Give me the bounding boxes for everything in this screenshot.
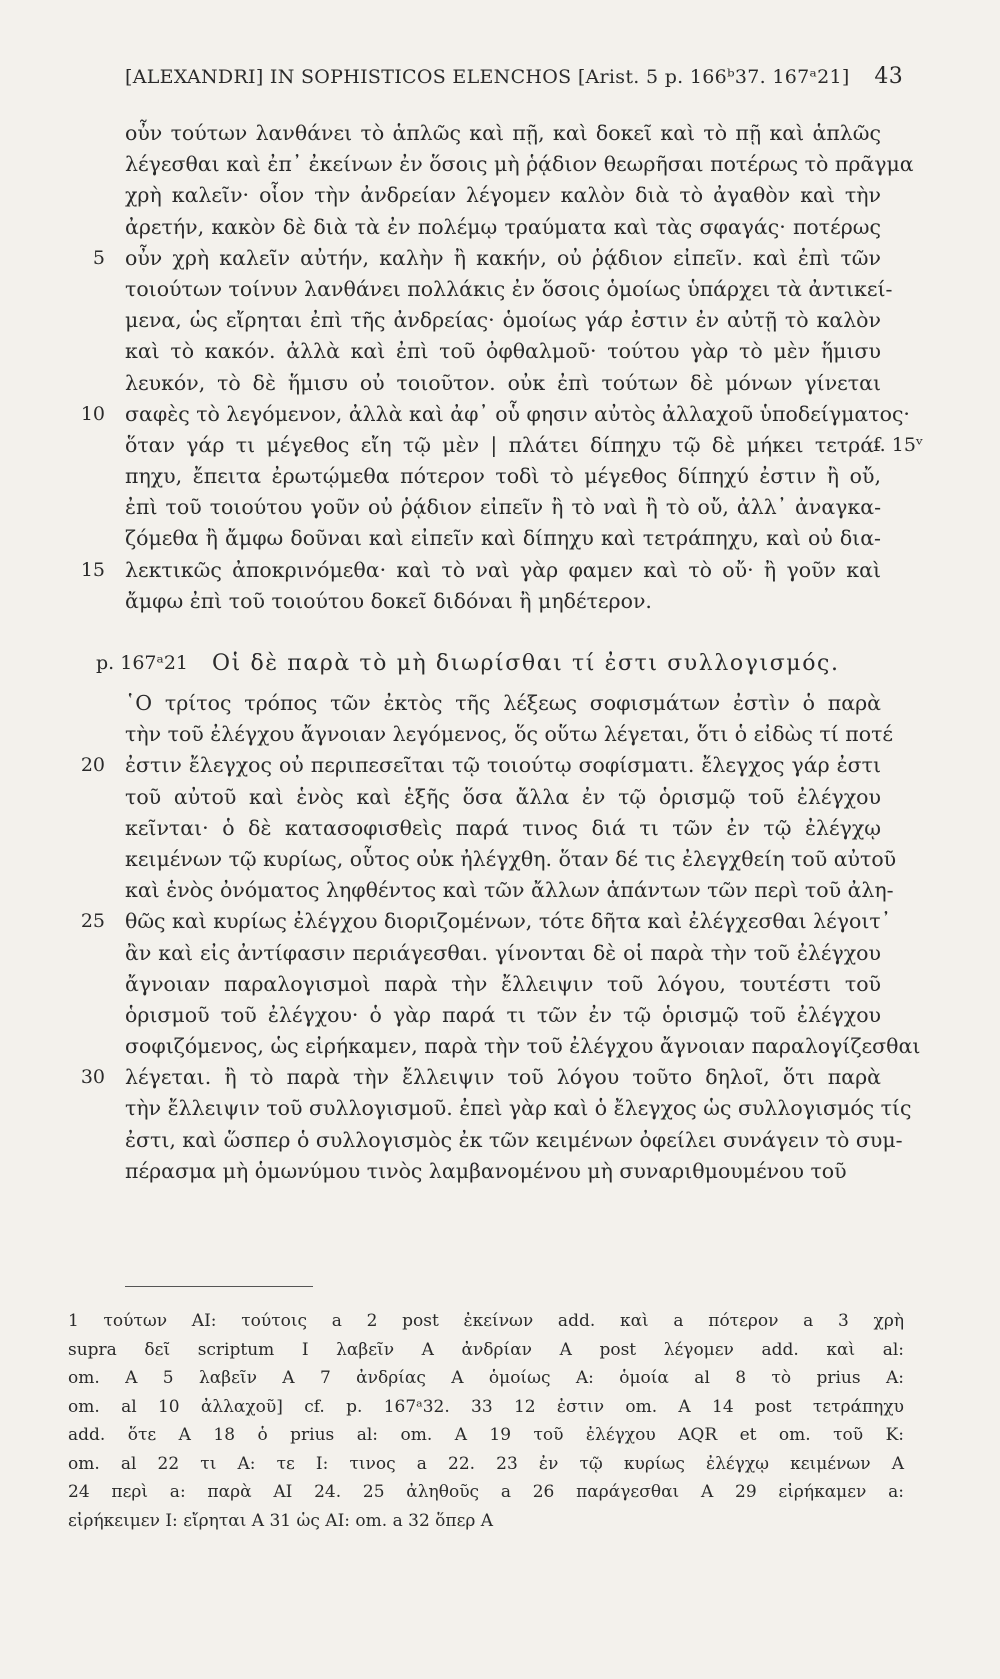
line-text: οὖν τούτων λανθάνει τὸ ἁπλῶς καὶ πῇ, καὶ δοκεῖ καὶ τὸ πῇ καὶ ἁπλῶς bbox=[125, 121, 881, 145]
apparatus-line: om. A 5 λαβεῖν A 7 ἀνδρίας A ὁμοίως A: ὁμοία al 8 τὸ prius A: bbox=[68, 1368, 904, 1388]
lemma-reference: p. 167ᵃ21 bbox=[96, 652, 189, 674]
line-text: χρὴ καλεῖν· οἷον τὴν ἀνδρείαν λέγομεν καλὸν διὰ τὸ ἀγαθὸν καὶ τὴν bbox=[125, 183, 881, 208]
text-line bbox=[125, 1156, 881, 1187]
line-text: οὖν χρὴ καλεῖν αὐτήν, καλὴν ἢ κακήν, οὐ ῥᾴδιον εἰπεῖν. καὶ ἐπὶ τῶν bbox=[125, 245, 881, 270]
text-line bbox=[80, 555, 881, 586]
text-line bbox=[125, 430, 923, 461]
apparatus-line: add. ὅτε A 18 ὁ prius al: om. A 19 τοῦ ἐλέγχου AQR et om. τοῦ K: bbox=[68, 1425, 904, 1445]
line-text: ὅταν γάρ τι μέγεθος εἴη τῷ μὲν | πλάτει δίπηχυ τῷ δὲ μήκει τετρά- bbox=[125, 432, 881, 457]
text-line bbox=[125, 523, 881, 554]
text-line bbox=[125, 1000, 881, 1031]
lemma bbox=[96, 648, 881, 688]
text-line bbox=[80, 399, 910, 430]
text-line bbox=[125, 1031, 921, 1062]
text-line bbox=[125, 492, 881, 523]
line-text: σαφὲς τὸ λεγόμενον, ἀλλὰ καὶ ἀφ᾿ οὗ φησιν αὐτὸς ἀλλαχοῦ ὑποδείγματος· bbox=[125, 401, 910, 426]
page-number: 43 bbox=[874, 64, 903, 89]
text-line bbox=[125, 586, 881, 617]
line-number: 30 bbox=[80, 1066, 105, 1089]
line-text: καὶ ἑνὸς ὀνόματος ληφθέντος καὶ τῶν ἄλλων ἁπάντων τῶν περὶ τοῦ ἀλη- bbox=[125, 878, 894, 903]
line-text: τὴν ἔλλειψιν τοῦ συλλογισμοῦ. ἐπεὶ γὰρ καὶ ὁ ἔλεγχος ὡς συλλογισμός τίς bbox=[125, 1096, 912, 1121]
text-block-2 bbox=[80, 688, 921, 1187]
line-text: κειμένων τῷ κυρίως, οὗτος οὐκ ἠλέγχθη. ὅταν δέ τις ἐλεγχθείη τοῦ αὐτοῦ bbox=[125, 846, 897, 871]
line-text: τοῦ αὐτοῦ καὶ ἑνὸς καὶ ἑξῆς ὅσα ἄλλα ἐν τῷ ὁρισμῷ τοῦ ἐλέγχου bbox=[125, 784, 881, 809]
line-text: σοφιζόμενος, ὡς εἰρήκαμεν, παρὰ τὴν τοῦ ἐλέγχου ἄγνοιαν παραλογίζεσθαι bbox=[125, 1034, 921, 1059]
text-line bbox=[80, 750, 881, 781]
text-line bbox=[125, 813, 881, 844]
text-line bbox=[125, 938, 881, 969]
text-line bbox=[125, 969, 881, 1000]
line-text: ἐπὶ τοῦ τοιούτου γοῦν οὐ ῥᾴδιον εἰπεῖν ἢ τὸ ναὶ ἢ τὸ οὔ, ἀλλ᾿ ἀναγκα- bbox=[125, 495, 881, 520]
line-text: θῶς καὶ κυρίως ἐλέγχου διοριζομένων, τότε δῆτα καὶ ἐλέγχεσθαι λέγοιτ᾿ bbox=[125, 909, 892, 934]
text-line bbox=[125, 688, 881, 719]
line-text: ἂν καὶ εἰς ἀντίφασιν περιάγεσθαι. γίνονται δὲ οἱ παρὰ τὴν τοῦ ἐλέγχου bbox=[125, 940, 881, 965]
line-text: λευκόν, τὸ δὲ ἥμισυ οὐ τοιοῦτον. οὐκ ἐπὶ τούτων δὲ μόνων γίνεται bbox=[125, 370, 881, 395]
line-text: ἐστι, καὶ ὥσπερ ὁ συλλογισμὸς ἐκ τῶν κειμένων ὀφείλει συνάγειν τὸ συμ- bbox=[125, 1127, 903, 1152]
line-text: λεκτικῶς ἀποκρινόμεθα· καὶ τὸ ναὶ γὰρ φαμεν καὶ τὸ οὔ· ἢ γοῦν καὶ bbox=[125, 557, 881, 582]
line-number: 5 bbox=[92, 246, 105, 269]
apparatus-line: 1 τούτων AI: τούτοις a 2 post ἐκείνων add. καὶ a πότερον a 3 χρὴ bbox=[68, 1311, 904, 1331]
apparatus-line: supra δεῖ scriptum I λαβεῖν A ἀνδρίαν A post λέγομεν add. καὶ al: bbox=[68, 1339, 904, 1360]
footnote-rule bbox=[125, 1286, 313, 1287]
line-text: λέγεσθαι καὶ ἐπ᾿ ἐκείνων ἐν ὅσοις μὴ ῥᾴδιον θεωρῆσαι ποτέρως τὸ πρᾶγμα bbox=[125, 152, 914, 177]
line-text: πηχυ, ἔπειτα ἐρωτῴμεθα πότερον τοδὶ τὸ μέγεθος δίπηχύ ἐστιν ἢ οὔ, bbox=[125, 464, 881, 489]
apparatus-line: 24 περὶ a: παρὰ AI 24. 25 ἀληθοῦς a 26 παράγεσθαι A 29 εἰρήκαμεν a: bbox=[68, 1482, 904, 1502]
main-text bbox=[80, 118, 923, 1187]
text-line bbox=[125, 1125, 903, 1156]
running-title: [ALEXANDRI] IN SOPHISTICOS ELENCHOS [Arist. 5 p. 166ᵇ37. 167ᵃ21] bbox=[125, 66, 850, 88]
text-line bbox=[80, 1062, 881, 1093]
lemma-text: Οἱ δὲ παρὰ τὸ μὴ διωρίσθαι τί ἐστι συλλογισμός. bbox=[212, 651, 840, 676]
line-text: λέγεται. ἢ τὸ παρὰ τὴν ἔλλειψιν τοῦ λόγου τοῦτο δηλοῖ, ὅτι παρὰ bbox=[125, 1065, 881, 1090]
line-text: τοιούτων τοίνυν λανθάνει πολλάκις ἐν ὅσοις ὁμοίως ὑπάρχει τὰ ἀντικεί- bbox=[125, 276, 893, 301]
text-line bbox=[125, 212, 881, 243]
text-line bbox=[125, 461, 881, 492]
text-line bbox=[125, 1093, 912, 1124]
apparatus-line: om. al 10 ἀλλαχοῦ] cf. p. 167ᵃ32. 33 12 ἐστιν om. A 14 post τετράπηχυ bbox=[68, 1396, 904, 1417]
critical-apparatus bbox=[68, 1307, 904, 1535]
line-text: πέρασμα μὴ ὁμωνύμου τινὸς λαμβανομένου μὴ συναριθμουμένου τοῦ bbox=[125, 1158, 847, 1183]
text-line bbox=[125, 844, 897, 875]
text-line bbox=[125, 368, 881, 399]
text-line bbox=[125, 118, 881, 149]
running-header bbox=[125, 66, 903, 88]
line-text: ζόμεθα ἢ ἄμφω δοῦναι καὶ εἰπεῖν καὶ δίπηχυ καὶ τετράπηχυ, καὶ οὐ δια- bbox=[125, 526, 881, 551]
line-text: καὶ τὸ κακόν. ἀλλὰ καὶ ἐπὶ τοῦ ὀφθαλμοῦ· τούτου γὰρ τὸ μὲν ἥμισυ bbox=[125, 339, 881, 364]
text-line bbox=[125, 719, 894, 750]
apparatus-line: εἰρήκειμεν I: εἴρηται A 31 ὡς AI: om. a 32 ὅπερ A bbox=[68, 1510, 494, 1531]
line-text: ἐστιν ἔλεγχος οὐ περιπεσεῖται τῷ τοιούτῳ σοφίσματι. ἔλεγχος γάρ ἐστι bbox=[125, 753, 881, 778]
text-line bbox=[125, 274, 893, 305]
text-line bbox=[125, 875, 894, 906]
text-line bbox=[80, 906, 892, 937]
line-number: 10 bbox=[80, 402, 105, 425]
line-text: ῾Ο τρίτος τρόπος τῶν ἐκτὸς τῆς λέξεως σοφισμάτων ἐστὶν ὁ παρὰ bbox=[125, 691, 881, 715]
text-line bbox=[125, 305, 881, 336]
line-number: 15 bbox=[80, 558, 105, 581]
line-text: κεῖνται· ὁ δὲ κατασοφισθεὶς παρά τινος διά τι τῶν ἐν τῷ ἐλέγχῳ bbox=[125, 815, 881, 840]
line-text: μενα, ὡς εἴρηται ἐπὶ τῆς ἀνδρείας· ὁμοίως γάρ ἐστιν ἐν αὐτῇ τὸ καλὸν bbox=[125, 308, 881, 333]
text-line bbox=[125, 336, 881, 367]
folio-marker: f. 15ᵛ bbox=[873, 433, 923, 456]
apparatus-line: om. al 22 τι A: τε I: τινος a 22. 23 ἐν τῷ κυρίως ἐλέγχῳ κειμένων A bbox=[68, 1453, 904, 1474]
line-number: 20 bbox=[80, 754, 105, 777]
line-text: τὴν τοῦ ἐλέγχου ἄγνοιαν λεγόμενος, ὅς οὕτω λέγεται, ὅτι ὁ εἰδὼς τί ποτέ bbox=[125, 722, 894, 747]
line-number: 25 bbox=[80, 910, 105, 933]
text-line bbox=[125, 180, 881, 211]
text-line bbox=[125, 782, 881, 813]
line-text: ἀρετήν, κακὸν δὲ διὰ τὰ ἐν πολέμῳ τραύματα καὶ τὰς σφαγάς· ποτέρως bbox=[125, 214, 881, 239]
text-line bbox=[92, 243, 881, 274]
line-text: ἄμφω ἐπὶ τοῦ τοιούτου δοκεῖ διδόναι ἢ μηδέτερον. bbox=[125, 588, 652, 613]
line-text: ἄγνοιαν παραλογισμοὶ παρὰ τὴν ἔλλειψιν τοῦ λόγου, τουτέστι τοῦ bbox=[125, 971, 881, 996]
text-line bbox=[125, 149, 914, 180]
text-block-1 bbox=[80, 118, 923, 617]
line-text: ὁρισμοῦ τοῦ ἐλέγχου· ὁ γὰρ παρά τι τῶν ἐν τῷ ὁρισμῷ τοῦ ἐλέγχου bbox=[125, 1002, 881, 1027]
